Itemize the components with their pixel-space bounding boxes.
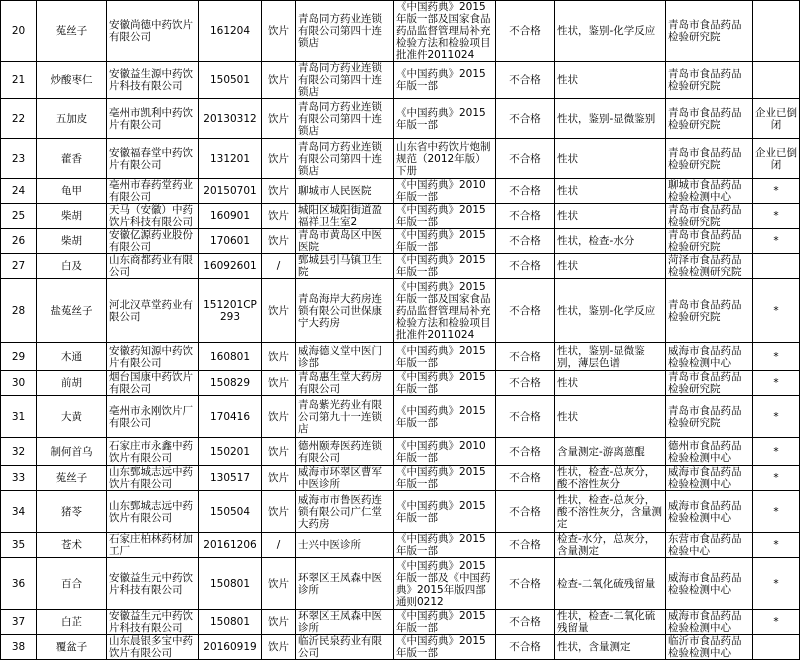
manufacturer-cell: 石家庄市永鑫中药饮片有限公司 bbox=[107, 438, 199, 466]
inspection-result-cell: 不合格 bbox=[496, 558, 555, 610]
row-number-cell: 26 bbox=[1, 229, 37, 254]
manufacturer-cell: 山东商都药业有限公司 bbox=[107, 254, 199, 279]
inspection-standard-cell: 《中国药典》2015年版一部 bbox=[394, 371, 496, 396]
product-name-cell: 制何首乌 bbox=[37, 438, 107, 466]
row-number-cell: 27 bbox=[1, 254, 37, 279]
inspection-result-cell: 不合格 bbox=[496, 1, 555, 62]
inspection-standard-cell: 《中国药典》2015年版一部及国家食品药品监督管理局补充检验方法和检验项目批准件2011024 bbox=[394, 279, 496, 343]
failed-items-cell: 性状 bbox=[555, 396, 666, 438]
table-row bbox=[1, 1, 800, 62]
failed-items-cell: 性状 bbox=[555, 371, 666, 396]
table-row bbox=[1, 466, 800, 491]
product-type-cell: 饮片 bbox=[262, 371, 296, 396]
product-name-cell: 猪苓 bbox=[37, 491, 107, 533]
inspection-standard-cell: 《中国药典》2015年版一部 bbox=[394, 466, 496, 491]
manufacturer-cell: 亳州市永刚饮片厂有限公司 bbox=[107, 396, 199, 438]
row-number-cell: 31 bbox=[1, 396, 37, 438]
inspection-agency-cell: 临沂市食品药品检验检测中心 bbox=[666, 635, 753, 660]
product-type-cell: 饮片 bbox=[262, 438, 296, 466]
row-number-cell: 21 bbox=[1, 62, 37, 99]
product-type-cell: 饮片 bbox=[262, 610, 296, 635]
batch-number-cell: 16092601 bbox=[199, 254, 262, 279]
inspection-standard-cell: 《中国药典》2010年版一部 bbox=[394, 438, 496, 466]
failed-items-cell: 性状 bbox=[555, 254, 666, 279]
inspection-standard-cell: 《中国药典》2010年版一部 bbox=[394, 179, 496, 204]
manufacturer-cell: 安徽益生元中药饮片科技有限公司 bbox=[107, 558, 199, 610]
sampled-unit-cell: 环翠区王凤森中医诊所 bbox=[296, 610, 394, 635]
failed-items-cell: 性状，检查-水分 bbox=[555, 229, 666, 254]
batch-number-cell: 170416 bbox=[199, 396, 262, 438]
batch-number-cell: 20160919 bbox=[199, 635, 262, 660]
remarks-cell: * bbox=[753, 558, 800, 610]
sampled-unit-cell: 青岛同方药业连锁有限公司第四十连锁店 bbox=[296, 62, 394, 99]
inspection-standard-cell: 《中国药典》2015年版一部 bbox=[394, 229, 496, 254]
inspection-result-cell: 不合格 bbox=[496, 491, 555, 533]
manufacturer-cell: 山东鄄城志远中药饮片有限公司 bbox=[107, 491, 199, 533]
remarks-cell: * bbox=[753, 396, 800, 438]
inspection-result-cell: 不合格 bbox=[496, 139, 555, 179]
sampled-unit-cell: 青岛同方药业连锁有限公司第四十连锁店 bbox=[296, 99, 394, 139]
remarks-cell: * bbox=[753, 371, 800, 396]
inspection-agency-cell: 青岛市食品药品检验研究院 bbox=[666, 204, 753, 229]
failed-items-cell: 性状 bbox=[555, 139, 666, 179]
remarks-cell: * bbox=[753, 179, 800, 204]
product-name-cell: 百合 bbox=[37, 558, 107, 610]
batch-number-cell: 150201 bbox=[199, 438, 262, 466]
manufacturer-cell: 亳州市春药堂药业有限公司 bbox=[107, 179, 199, 204]
inspection-agency-cell: 东营市食品药品检验中心 bbox=[666, 533, 753, 558]
row-number-cell: 37 bbox=[1, 610, 37, 635]
remarks-cell bbox=[753, 635, 800, 660]
sampled-unit-cell: 威海市市鲁医药连锁有限公司广仁堂大药房 bbox=[296, 491, 394, 533]
manufacturer-cell: 安徽益生元中药饮片科技有限公司 bbox=[107, 610, 199, 635]
failed-items-cell: 性状，鉴别-化学反应 bbox=[555, 279, 666, 343]
product-name-cell: 木通 bbox=[37, 343, 107, 371]
inspection-agency-cell: 青岛市食品药品检验研究院 bbox=[666, 99, 753, 139]
remarks-cell: * bbox=[753, 279, 800, 343]
table-row bbox=[1, 62, 800, 99]
row-number-cell: 34 bbox=[1, 491, 37, 533]
inspection-agency-cell: 威海市食品药品检验检测中心 bbox=[666, 343, 753, 371]
manufacturer-cell: 安徽药知源中药饮片有限公司 bbox=[107, 343, 199, 371]
inspection-agency-cell: 威海市食品药品检验检测中心 bbox=[666, 491, 753, 533]
inspection-result-cell: 不合格 bbox=[496, 438, 555, 466]
manufacturer-cell: 亳州市凯利中药饮片有限公司 bbox=[107, 99, 199, 139]
product-name-cell: 五加皮 bbox=[37, 99, 107, 139]
table-row bbox=[1, 179, 800, 204]
batch-number-cell: 161204 bbox=[199, 1, 262, 62]
product-name-cell: 前胡 bbox=[37, 371, 107, 396]
table-row bbox=[1, 438, 800, 466]
product-name-cell: 菟丝子 bbox=[37, 466, 107, 491]
inspection-agency-cell: 青岛市食品药品检验研究院 bbox=[666, 371, 753, 396]
table-row bbox=[1, 279, 800, 343]
product-name-cell: 菟丝子 bbox=[37, 1, 107, 62]
product-type-cell: 饮片 bbox=[262, 204, 296, 229]
batch-number-cell: 170601 bbox=[199, 229, 262, 254]
table-row bbox=[1, 610, 800, 635]
row-number-cell: 35 bbox=[1, 533, 37, 558]
table-row bbox=[1, 204, 800, 229]
remarks-cell: * bbox=[753, 466, 800, 491]
inspection-result-cell: 不合格 bbox=[496, 635, 555, 660]
row-number-cell: 30 bbox=[1, 371, 37, 396]
inspection-standard-cell: 《中国药典》2015年版一部 bbox=[394, 254, 496, 279]
product-type-cell: 饮片 bbox=[262, 396, 296, 438]
batch-number-cell: 150504 bbox=[199, 491, 262, 533]
row-number-cell: 23 bbox=[1, 139, 37, 179]
product-type-cell: 饮片 bbox=[262, 558, 296, 610]
product-type-cell: / bbox=[262, 254, 296, 279]
product-name-cell: 白芷 bbox=[37, 610, 107, 635]
manufacturer-cell: 石家庄柏林药材加工厂 bbox=[107, 533, 199, 558]
inspection-standard-cell: 《中国药典》2015年版一部 bbox=[394, 343, 496, 371]
product-name-cell: 藿香 bbox=[37, 139, 107, 179]
inspection-result-cell: 不合格 bbox=[496, 396, 555, 438]
product-name-cell: 大黄 bbox=[37, 396, 107, 438]
batch-number-cell: 150801 bbox=[199, 558, 262, 610]
sampled-unit-cell: 青岛海岸大药房连锁有限公司世保康宁大药房 bbox=[296, 279, 394, 343]
failed-items-cell: 性状 bbox=[555, 62, 666, 99]
table-row bbox=[1, 371, 800, 396]
table-row bbox=[1, 396, 800, 438]
remarks-cell: 企业已倒闭 bbox=[753, 99, 800, 139]
inspection-standard-cell: 《中国药典》2015年版一部 bbox=[394, 62, 496, 99]
batch-number-cell: 20130312 bbox=[199, 99, 262, 139]
inspection-result-cell: 不合格 bbox=[496, 204, 555, 229]
inspection-agency-cell: 德州市食品药品检验检测中心 bbox=[666, 438, 753, 466]
sampled-unit-cell: 聊城市人民医院 bbox=[296, 179, 394, 204]
product-type-cell: 饮片 bbox=[262, 99, 296, 139]
inspection-agency-cell: 青岛市食品药品检验研究院 bbox=[666, 139, 753, 179]
failed-items-cell: 检查-水分，总灰分，含量测定 bbox=[555, 533, 666, 558]
product-name-cell: 炒酸枣仁 bbox=[37, 62, 107, 99]
product-type-cell: 饮片 bbox=[262, 491, 296, 533]
batch-number-cell: 20161206 bbox=[199, 533, 262, 558]
batch-number-cell: 131201 bbox=[199, 139, 262, 179]
product-name-cell: 苍术 bbox=[37, 533, 107, 558]
row-number-cell: 20 bbox=[1, 1, 37, 62]
remarks-cell: * bbox=[753, 533, 800, 558]
inspection-result-cell: 不合格 bbox=[496, 99, 555, 139]
inspection-agency-cell: 青岛市食品药品检验研究院 bbox=[666, 229, 753, 254]
remarks-cell bbox=[753, 254, 800, 279]
inspection-standard-cell: 山东省中药饮片炮制规范（2012年版）下册 bbox=[394, 139, 496, 179]
inspection-standard-cell: 《中国药典》2015年版一部 bbox=[394, 491, 496, 533]
product-name-cell: 盐菟丝子 bbox=[37, 279, 107, 343]
product-name-cell: 龟甲 bbox=[37, 179, 107, 204]
row-number-cell: 25 bbox=[1, 204, 37, 229]
inspection-result-cell: 不合格 bbox=[496, 279, 555, 343]
sampled-unit-cell: 士兴中医诊所 bbox=[296, 533, 394, 558]
manufacturer-cell: 天马（安徽）中药饮片科技有限公司 bbox=[107, 204, 199, 229]
row-number-cell: 32 bbox=[1, 438, 37, 466]
table-row bbox=[1, 533, 800, 558]
table-row bbox=[1, 254, 800, 279]
row-number-cell: 24 bbox=[1, 179, 37, 204]
failed-items-cell: 性状 bbox=[555, 204, 666, 229]
remarks-cell: * bbox=[753, 204, 800, 229]
product-type-cell: 饮片 bbox=[262, 229, 296, 254]
product-type-cell: 饮片 bbox=[262, 343, 296, 371]
remarks-cell bbox=[753, 62, 800, 99]
sampled-unit-cell: 青岛同方药业连锁有限公司第四十连锁店 bbox=[296, 1, 394, 62]
product-type-cell: 饮片 bbox=[262, 1, 296, 62]
inspection-result-cell: 不合格 bbox=[496, 343, 555, 371]
sampled-unit-cell: 青岛紫光药业有限公司第九十一连锁店 bbox=[296, 396, 394, 438]
row-number-cell: 36 bbox=[1, 558, 37, 610]
remarks-cell: 企业已倒闭 bbox=[753, 139, 800, 179]
batch-number-cell: 151201CP293 bbox=[199, 279, 262, 343]
sampled-unit-cell: 青岛同方药业连锁有限公司第四十连锁店 bbox=[296, 139, 394, 179]
remarks-cell: * bbox=[753, 438, 800, 466]
failed-items-cell: 检查-二氧化硫残留量 bbox=[555, 558, 666, 610]
inspection-standard-cell: 《中国药典》2015年版一部 bbox=[394, 635, 496, 660]
inspection-agency-cell: 威海市食品药品检验检测中心 bbox=[666, 610, 753, 635]
failed-items-cell: 性状，含量测定 bbox=[555, 635, 666, 660]
row-number-cell: 33 bbox=[1, 466, 37, 491]
inspection-agency-cell: 青岛市食品药品检验研究院 bbox=[666, 279, 753, 343]
sampled-unit-cell: 城阳区城阳街道盈福祥卫生室2 bbox=[296, 204, 394, 229]
inspection-agency-cell: 威海市食品药品检验检测中心 bbox=[666, 466, 753, 491]
row-number-cell: 38 bbox=[1, 635, 37, 660]
manufacturer-cell: 安徽亿源药业股份有限公司 bbox=[107, 229, 199, 254]
product-type-cell: 饮片 bbox=[262, 179, 296, 204]
product-type-cell: / bbox=[262, 533, 296, 558]
batch-number-cell: 150801 bbox=[199, 610, 262, 635]
inspection-result-cell: 不合格 bbox=[496, 466, 555, 491]
sampled-unit-cell: 鄄城县引马镇卫生院 bbox=[296, 254, 394, 279]
failed-items-cell: 性状，鉴别-显微鉴别，薄层色谱 bbox=[555, 343, 666, 371]
remarks-cell: * bbox=[753, 491, 800, 533]
batch-number-cell: 160801 bbox=[199, 343, 262, 371]
sampled-unit-cell: 临沂民泉药业有限公司 bbox=[296, 635, 394, 660]
manufacturer-cell: 山东晨银多宝中药饮片有限公司 bbox=[107, 635, 199, 660]
batch-number-cell: 160901 bbox=[199, 204, 262, 229]
inspection-agency-cell: 威海市食品药品检验检测中心 bbox=[666, 558, 753, 610]
inspection-standard-cell: 《中国药典》2015年版一部 bbox=[394, 204, 496, 229]
manufacturer-cell: 河北汉草堂药业有限公司 bbox=[107, 279, 199, 343]
inspection-standard-cell: 《中国药典》2015年版一部 bbox=[394, 396, 496, 438]
sampled-unit-cell: 青岛市黄岛区中医医院 bbox=[296, 229, 394, 254]
failed-items-cell: 性状，检查-总灰分，酸不溶性灰分 bbox=[555, 466, 666, 491]
inspection-result-cell: 不合格 bbox=[496, 62, 555, 99]
row-number-cell: 28 bbox=[1, 279, 37, 343]
batch-number-cell: 130517 bbox=[199, 466, 262, 491]
failed-items-cell: 性状，检查-总灰分，酸不溶性灰分，含量测定 bbox=[555, 491, 666, 533]
inspection-result-cell: 不合格 bbox=[496, 254, 555, 279]
product-type-cell: 饮片 bbox=[262, 139, 296, 179]
table-row bbox=[1, 343, 800, 371]
inspection-agency-cell: 聊城市食品药品检验检测中心 bbox=[666, 179, 753, 204]
failed-items-cell: 性状，检查-二氧化硫残留量 bbox=[555, 610, 666, 635]
remarks-cell: * bbox=[753, 229, 800, 254]
row-number-cell: 29 bbox=[1, 343, 37, 371]
row-number-cell: 22 bbox=[1, 99, 37, 139]
manufacturer-cell: 安徽福春堂中药饮片有限公司 bbox=[107, 139, 199, 179]
product-type-cell: 饮片 bbox=[262, 635, 296, 660]
failed-items-cell: 性状，鉴别-化学反应 bbox=[555, 1, 666, 62]
manufacturer-cell: 安徽尚德中药饮片有限公司 bbox=[107, 1, 199, 62]
sampled-unit-cell: 威海市环翠区曹军中医诊所 bbox=[296, 466, 394, 491]
inspection-result-cell: 不合格 bbox=[496, 229, 555, 254]
sampled-unit-cell: 威海德义堂中医门诊部 bbox=[296, 343, 394, 371]
product-name-cell: 覆盆子 bbox=[37, 635, 107, 660]
table-row bbox=[1, 635, 800, 660]
inspection-agency-cell: 青岛市食品药品检验研究院 bbox=[666, 62, 753, 99]
inspection-result-cell: 不合格 bbox=[496, 179, 555, 204]
remarks-cell: * bbox=[753, 610, 800, 635]
inspection-standard-cell: 《中国药典》2015年版一部及国家食品药品监督管理局补充检验方法和检验项目批准件2011024 bbox=[394, 1, 496, 62]
sampled-unit-cell: 环翠区王凤森中医诊所 bbox=[296, 558, 394, 610]
failed-items-cell: 性状，鉴别-显微鉴别 bbox=[555, 99, 666, 139]
product-name-cell: 白及 bbox=[37, 254, 107, 279]
table-row bbox=[1, 558, 800, 610]
inspection-standard-cell: 《中国药典》2015年版一部 bbox=[394, 99, 496, 139]
inspection-agency-cell: 青岛市食品药品检验研究院 bbox=[666, 1, 753, 62]
sampled-unit-cell: 德州颐寿医药连锁有限公司 bbox=[296, 438, 394, 466]
batch-number-cell: 150829 bbox=[199, 371, 262, 396]
inspection-standard-cell: 《中国药典》2015年版一部 bbox=[394, 610, 496, 635]
manufacturer-cell: 安徽益生源中药饮片科技有限公司 bbox=[107, 62, 199, 99]
batch-number-cell: 150501 bbox=[199, 62, 262, 99]
inspection-standard-cell: 《中国药典》2015年版一部 bbox=[394, 533, 496, 558]
table-row bbox=[1, 99, 800, 139]
product-type-cell: 饮片 bbox=[262, 466, 296, 491]
failed-items-cell: 性状 bbox=[555, 179, 666, 204]
manufacturer-cell: 烟台国康中药饮片有限公司 bbox=[107, 371, 199, 396]
remarks-cell: * bbox=[753, 343, 800, 371]
manufacturer-cell: 山东鄄城志远中药饮片有限公司 bbox=[107, 466, 199, 491]
product-type-cell: 饮片 bbox=[262, 279, 296, 343]
product-type-cell: 饮片 bbox=[262, 62, 296, 99]
failed-items-cell: 含量测定-游离蒽醌 bbox=[555, 438, 666, 466]
inspection-result-cell: 不合格 bbox=[496, 533, 555, 558]
table-row bbox=[1, 491, 800, 533]
inspection-standard-cell: 《中国药典》2015年版一部及《中国药典》2015年版四部通则0212 bbox=[394, 558, 496, 610]
inspection-result-cell: 不合格 bbox=[496, 371, 555, 396]
table-row bbox=[1, 139, 800, 179]
batch-number-cell: 20150701 bbox=[199, 179, 262, 204]
sampled-unit-cell: 青岛惠生堂大药房有限公司 bbox=[296, 371, 394, 396]
product-name-cell: 柴胡 bbox=[37, 204, 107, 229]
inspection-agency-cell: 青岛市食品药品检验研究院 bbox=[666, 396, 753, 438]
remarks-cell bbox=[753, 1, 800, 62]
table-row bbox=[1, 229, 800, 254]
product-name-cell: 柴胡 bbox=[37, 229, 107, 254]
inspection-agency-cell: 菏泽市食品药品检验检测研究院 bbox=[666, 254, 753, 279]
inspection-result-cell: 不合格 bbox=[496, 610, 555, 635]
